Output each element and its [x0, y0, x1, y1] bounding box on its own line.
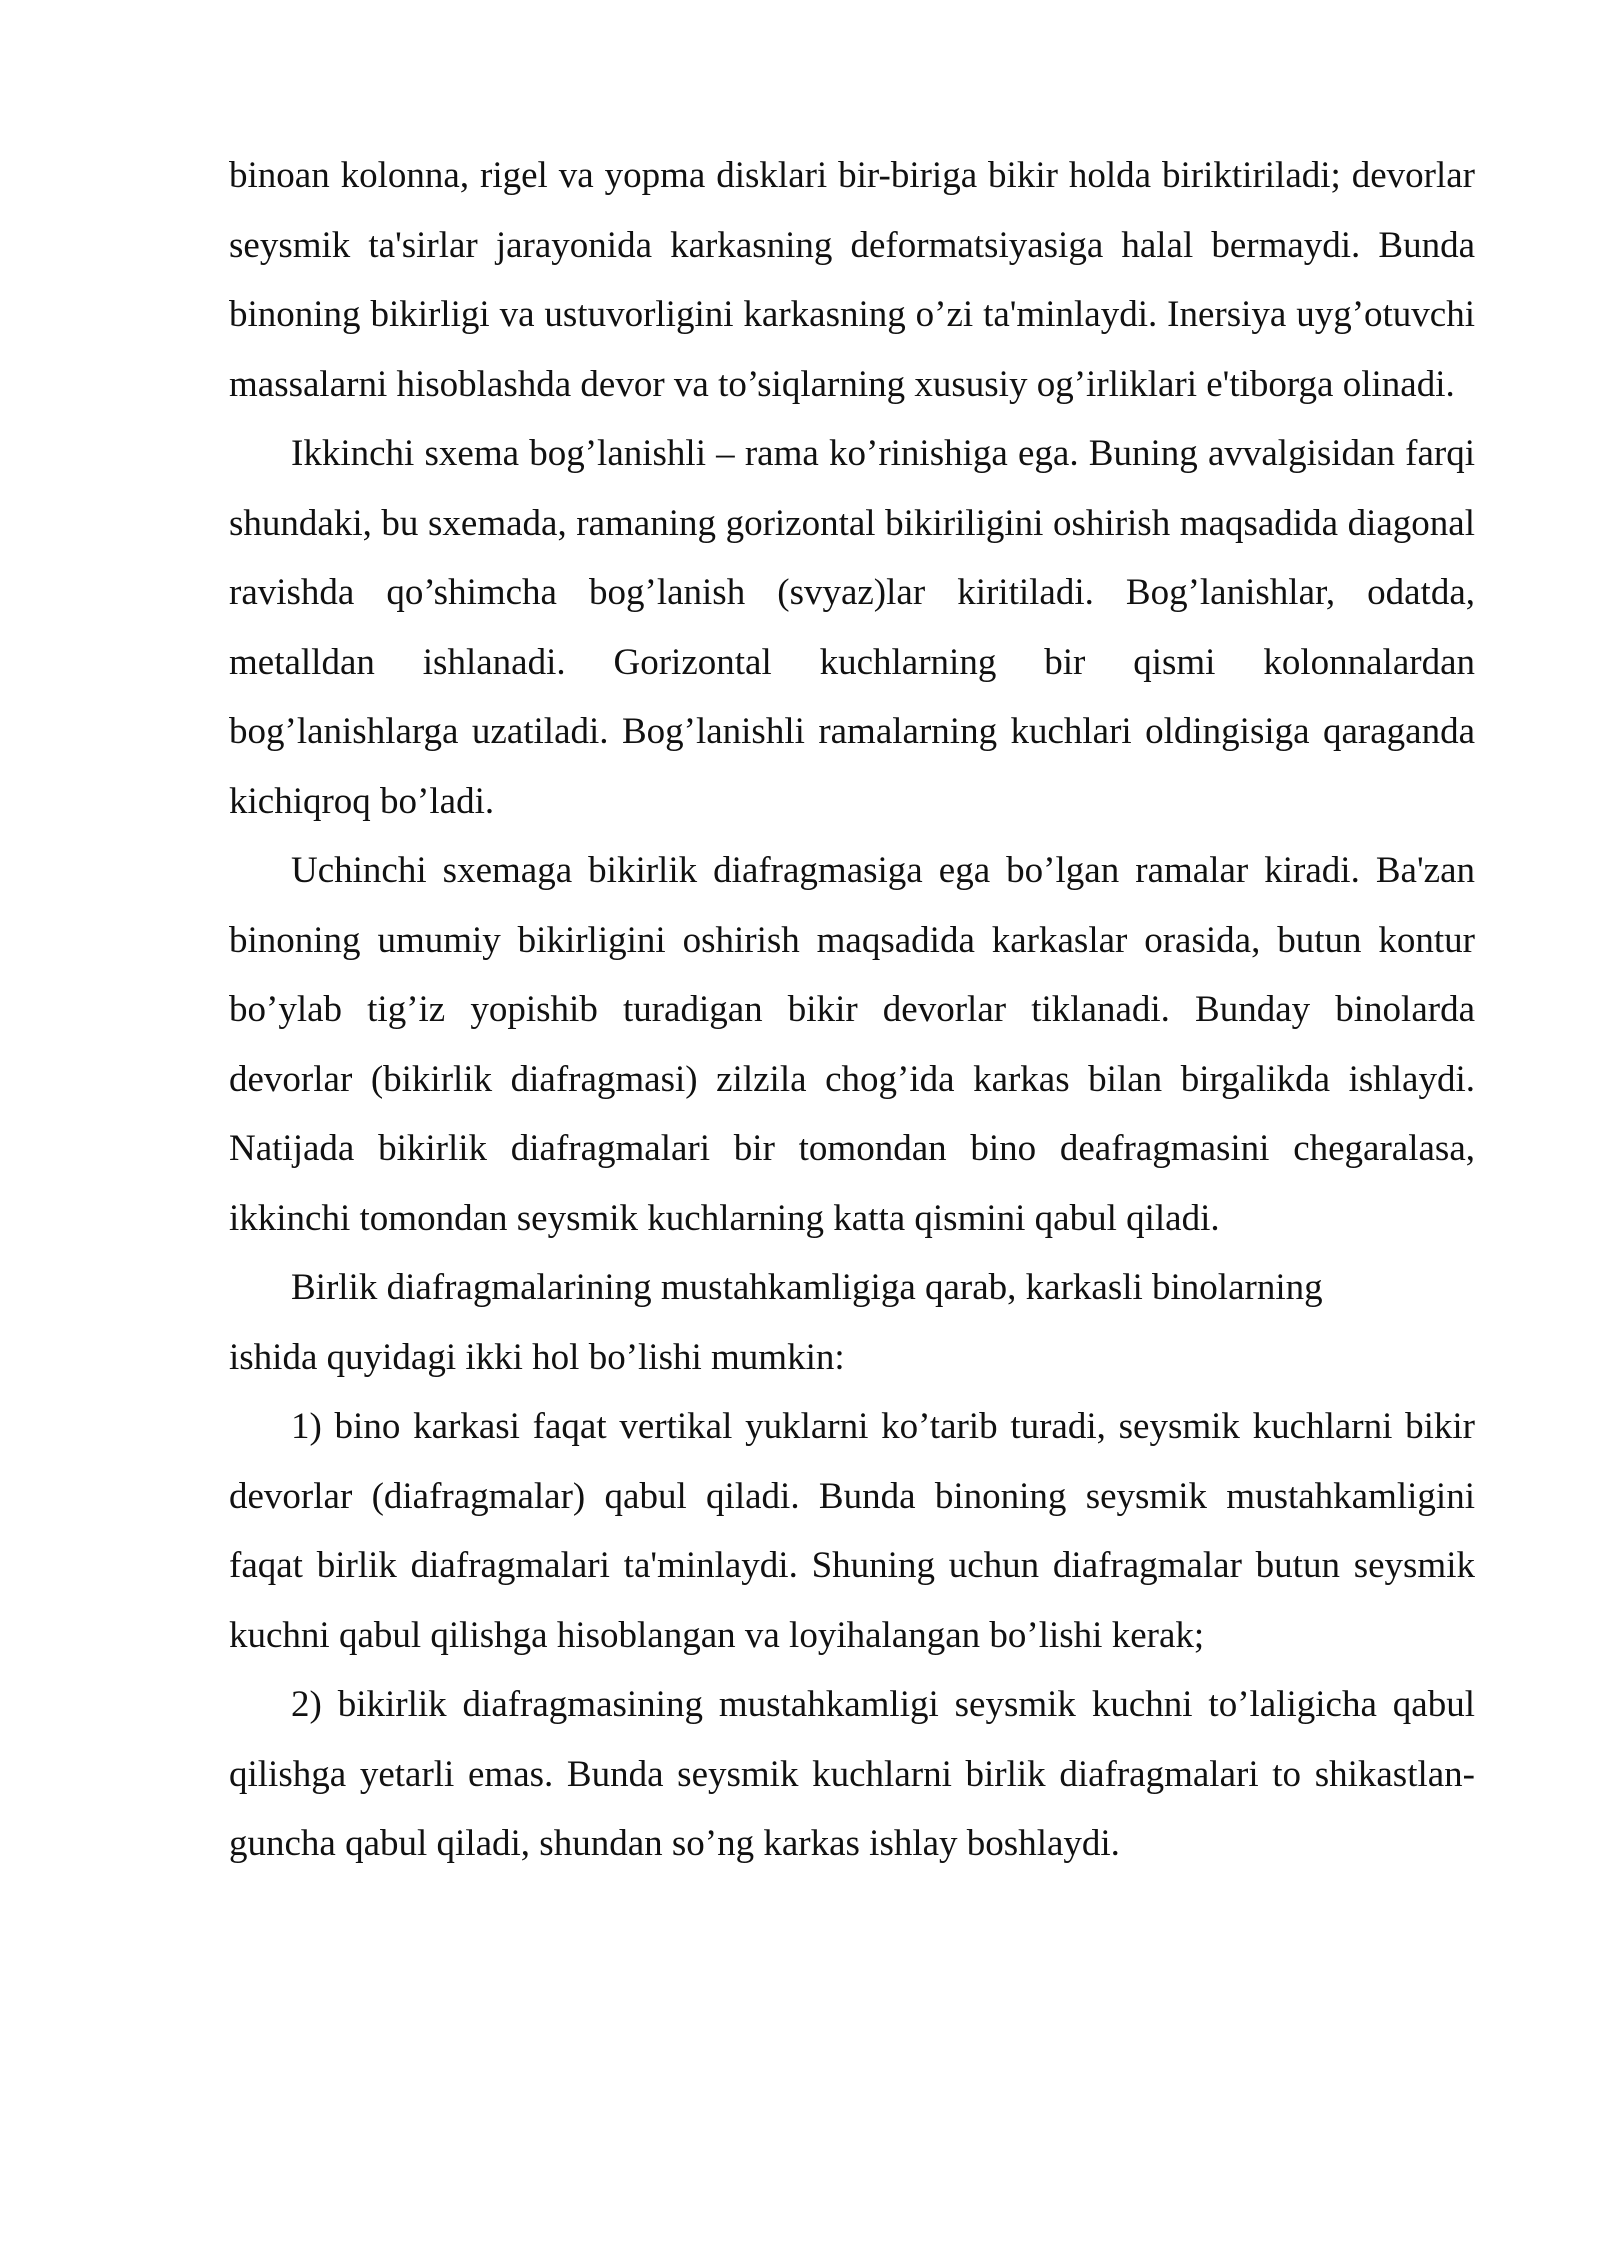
paragraph-second-scheme: Ikkinchi sxema bog’lanishli – rama ko’rinishiga ega. Buning avvalgisidan farqi shundaki, bu sxemada, ramaning gorizontal bikiriligini oshirish maqsadida diagonal ravishda qo’shimcha bog’lanish (svyaz)lar kiritiladi. Bog’lanishlar, odatda, metalldan ishlanadi. Gorizontal kuchlarning bir qismi kolonnalardan bog’lanishlarga uzatiladi. Bog’lanishli ramalarning kuchlari oldingisiga qaraganda kichiqroq bo’ladi.: [229, 433, 1475, 822]
paragraph-third-scheme: Uchinchi sxemaga bikirlik diafragmasiga ega bo’lgan ramalar kiradi. Ba'zan binoning umumiy bikirligini oshirish maqsadida karkaslar orasida, butun kontur bo’ylab tig’iz yopishib turadigan bikir devorlar tiklanadi. Bunday binolarda devorlar (bikirlik diafragmasi) zilzila chog’ida karkas bilan birgalikda ishlaydi. Natijada bikirlik diafragmalari bir tomondan bino deafragmasini chegaralasa, ikkinchi tomondan seysmik kuchlarning katta qismini qabul qiladi.: [229, 850, 1475, 1239]
paragraph-two-cases-intro: Birlik diafragmalarining mustahkamligiga qarab, karkasli binolarning ishida quyidagi ikki hol bo’lishi mumkin:: [229, 1267, 1323, 1378]
paragraph-continuation: binoan kolonna, rigel va yopma disklari bir-biriga bikir holda biriktiriladi; devorlar seysmik ta'sirlar jarayonida karkasning deformatsiyasiga halal bermaydi. Bunda binoning bikirligi va ustuvorligini karkasning o’zi ta'minlaydi. Inersiya uyg’otuvchi massalarni hisoblashda devor va to’siqlarning xususiy og’irliklari e'tiborga olinadi.: [229, 155, 1475, 405]
document-page: [229, 141, 1475, 1879]
paragraph-case-two: 2) bikirlik diafragmasining mustahkamligi seysmik kuchni to’laligicha qabul qilishga yetarli emas. Bunda seysmik kuchlarni birlik diafragmalari to shikastlan-guncha qabul qiladi, shundan so’ng karkas ishlay boshlaydi.: [229, 1684, 1475, 1864]
paragraph-case-one: 1) bino karkasi faqat vertikal yuklarni ko’tarib turadi, seysmik kuchlarni bikir devorlar (diafragmalar) qabul qiladi. Bunda binoning seysmik mustahkamligini faqat birlik diafragmalari ta'minlaydi. Shuning uchun diafragmalar butun seysmik kuchni qabul qilishga hisoblangan va loyihalangan bo’lishi kerak;: [229, 1406, 1475, 1656]
